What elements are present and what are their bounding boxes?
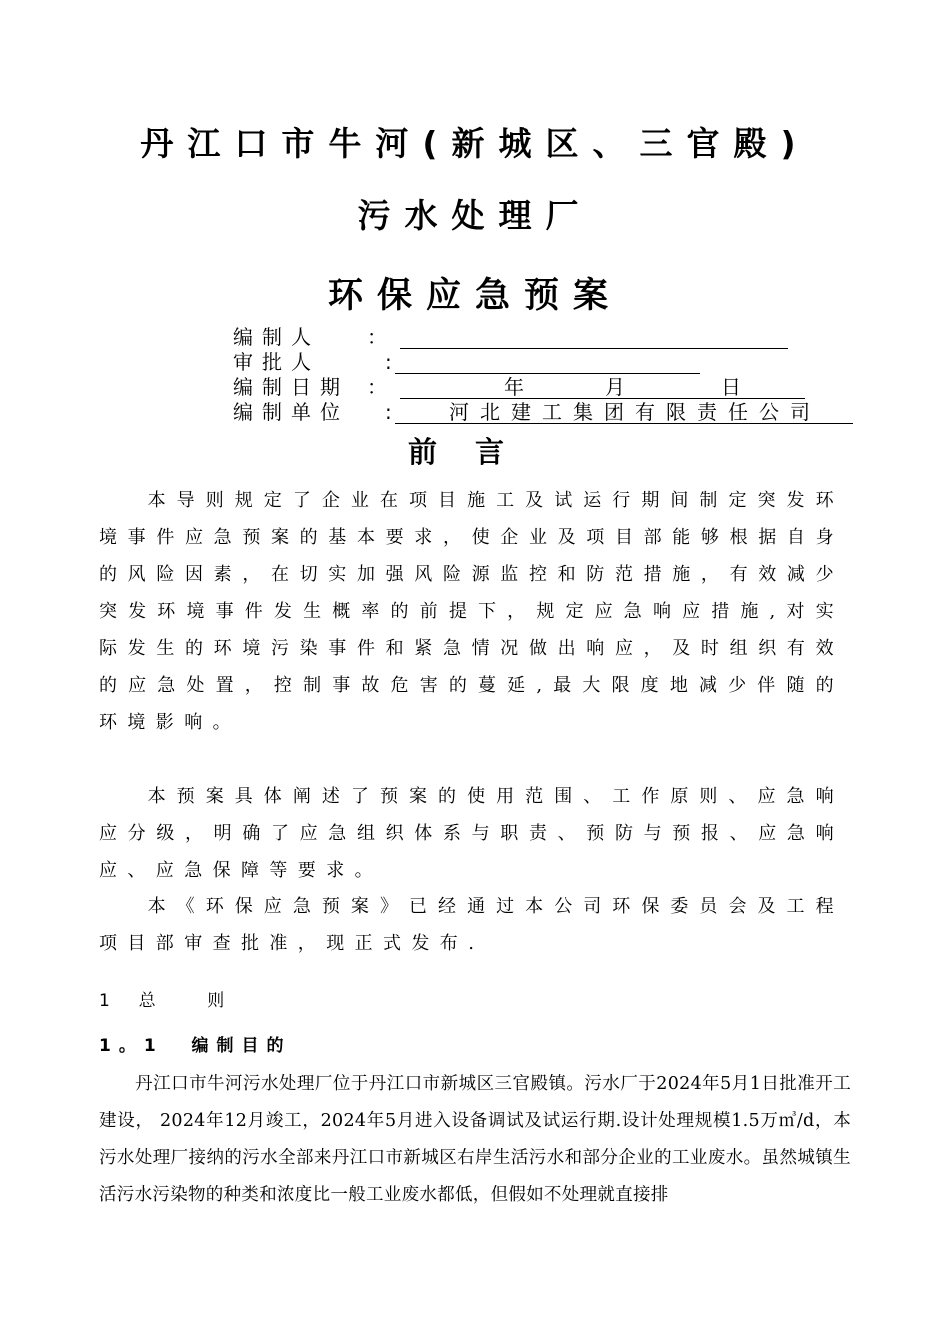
preface-paragraph-2: 本预案具体阐述了预案的使用范围、工作原则、应急响应分级，明确了应急组织体系与职责、预防与预报、应急响应、应急保障等要求。: [99, 786, 844, 881]
meta-editor-blank-line: [400, 324, 788, 349]
meta-unit-value: 河北建工集团有限责任公司: [449, 400, 821, 424]
meta-approver-row: [233, 349, 793, 375]
meta-date-row: [233, 374, 813, 400]
meta-date-colon: ：: [367, 375, 396, 399]
meta-editor-row: [233, 324, 793, 350]
meta-editor-label: 编制人: [233, 325, 320, 349]
meta-approver-colon: :: [385, 350, 401, 374]
document-title-line-2: 污水处理厂: [357, 196, 593, 235]
meta-unit-label: 编制单位: [233, 400, 349, 424]
preface-paragraph-1: 本导则规定了企业在项目施工及试运行期间制定突发环境事件应急预案的基本要求，使企业及项目部能够根据自身的风险因素，在切实加强风险源监控和防范措施，有效减少突发环境事件发生概率的前提下，规定应急响应措施,对实际发生的环境污染事件和紧急情况做出响应，及时组织有效的应急处置，控制事故危害的蔓延,最大限度地减少伴随的环境影响。: [99, 490, 844, 733]
preface-heading: 前言: [407, 435, 542, 469]
meta-approver-label: 审批人: [233, 350, 320, 374]
meta-date-day: 日: [721, 375, 750, 399]
meta-unit-colon: :: [385, 400, 401, 424]
meta-approver-blank-line: [395, 349, 700, 374]
meta-date-label: 编制日期: [233, 375, 349, 399]
document-title-line-3: 环保应急预案: [327, 276, 622, 316]
preface-paragraph-3: 本《环保应急预案》已经通过本公司环保委员会及工程项目部审查批准，现正式发布.: [99, 896, 844, 954]
meta-editor-colon: ：: [367, 325, 396, 349]
section-1-1-body: 丹江口市牛河污水处理厂位于丹江口市新城区三官殿镇。污水厂于2024年5月1日批准开工建设， 2024年12月竣工，2024年5月进入设备调试及试运行期.设计处理规模1.5万㎥/d，本污水处理厂接纳的污水全部来丹江口市新城区右岸生活污水和部分企业的工业废水。虽然城镇生活污水污染物的种类和浓度比一般工业废水都低，但假如不处理就直接排: [99, 1074, 851, 1205]
document-title-line-1: 丹江口市牛河(新城区、三官殿): [140, 124, 810, 163]
section-1-heading: 1 总 则: [99, 991, 231, 1011]
section-1-1-heading: 1。1 编制目的: [99, 1036, 292, 1056]
meta-date-year: 年: [504, 375, 533, 399]
meta-date-month: 月: [605, 375, 634, 399]
meta-unit-row: [233, 399, 858, 425]
